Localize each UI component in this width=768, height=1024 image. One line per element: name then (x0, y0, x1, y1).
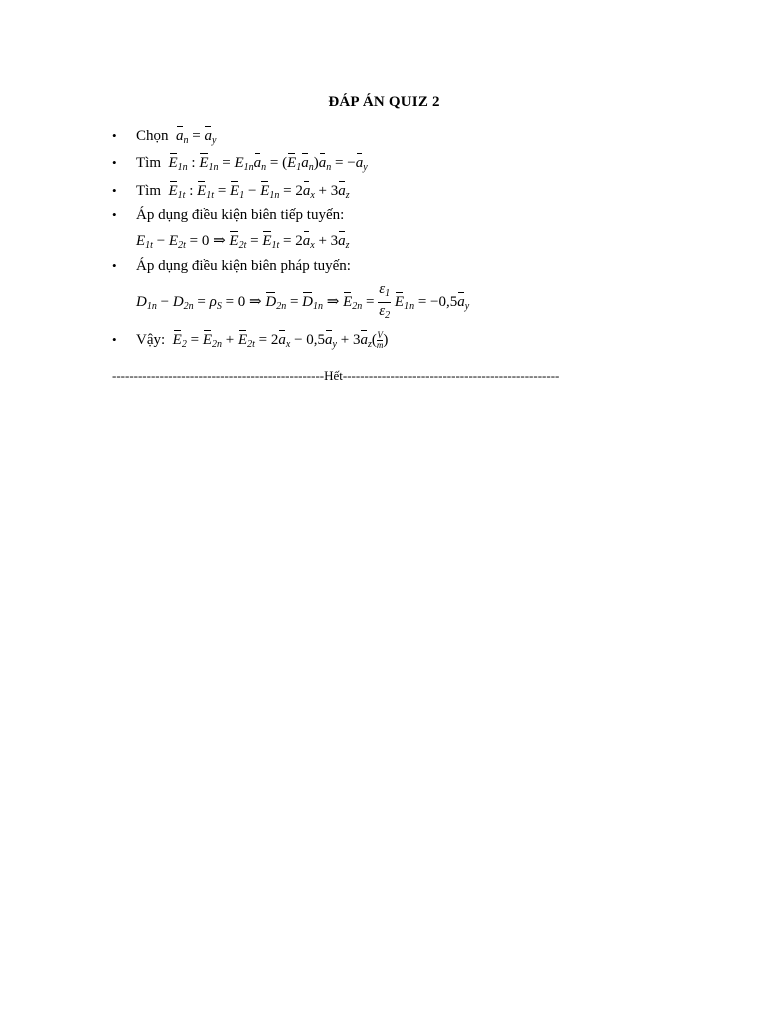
list-item-find-e1t (112, 183, 350, 201)
equation-1: $a_n = a_y$ (176, 128, 217, 146)
equation-2: $E_{1n}$ : $E_{1n} = E_{1n}a_n = (E_1a_n)a_n = -a_y$ (168, 155, 368, 173)
equation-3: $E_{1t}$ : $E_{1t} = E_1 - E_{1n} = 2a_x + 3a_z$ (168, 183, 350, 201)
list-item-result (112, 331, 388, 350)
equation-4: $E_{1t} - E_{2t} = 0$ ⇒ $E_{2t} = E_{1t} = 2a_x + 3a_z$ (136, 233, 350, 251)
bullet-icon: • (112, 207, 117, 222)
bullet-icon: • (112, 128, 117, 143)
bullet-icon: • (112, 331, 117, 347)
item-label: Chọn (136, 128, 169, 144)
item-label: Vậy: (136, 331, 166, 348)
end-separator: -------------------------------------------------Hết-------------------------------------------------- (112, 368, 560, 383)
item-label: Tìm (136, 155, 161, 171)
unit-fraction: $\frac{V}{m}$ (376, 330, 384, 350)
list-item-normal (112, 258, 351, 275)
list-item-choose (112, 128, 216, 146)
list-item-find-e1n (112, 155, 368, 173)
bullet-icon: • (112, 155, 117, 170)
item-label: Áp dụng điều kiện biên tiếp tuyến: (136, 207, 345, 223)
list-item-tangential (112, 207, 344, 224)
equation-6: $E_2 = E_{2n} + E_{2t} = 2a_x - 0,5a_y + 3a_z$( $\frac{V}{m}$ ) (172, 330, 389, 350)
bullet-icon: • (112, 183, 117, 198)
bullet-icon: • (112, 258, 117, 273)
page-title: ĐÁP ÁN QUIZ 2 (328, 94, 440, 110)
item-label: Áp dụng điều kiện biên pháp tuyến: (136, 258, 351, 274)
item-label: Tìm (136, 183, 161, 199)
equation-5: $D_{1n} - D_{2n} = \rho_S = 0$ ⇒ $D_{2n} = D_{1n}$ ⇒ $E_{2n}$ = $\frac{\varepsilon_1}{\varepsilon_2}$ $E_{1n} = -0,5a_y$ (136, 281, 469, 324)
epsilon-fraction: $\frac{\varepsilon_1}{\varepsilon_2}$ (379, 281, 391, 321)
